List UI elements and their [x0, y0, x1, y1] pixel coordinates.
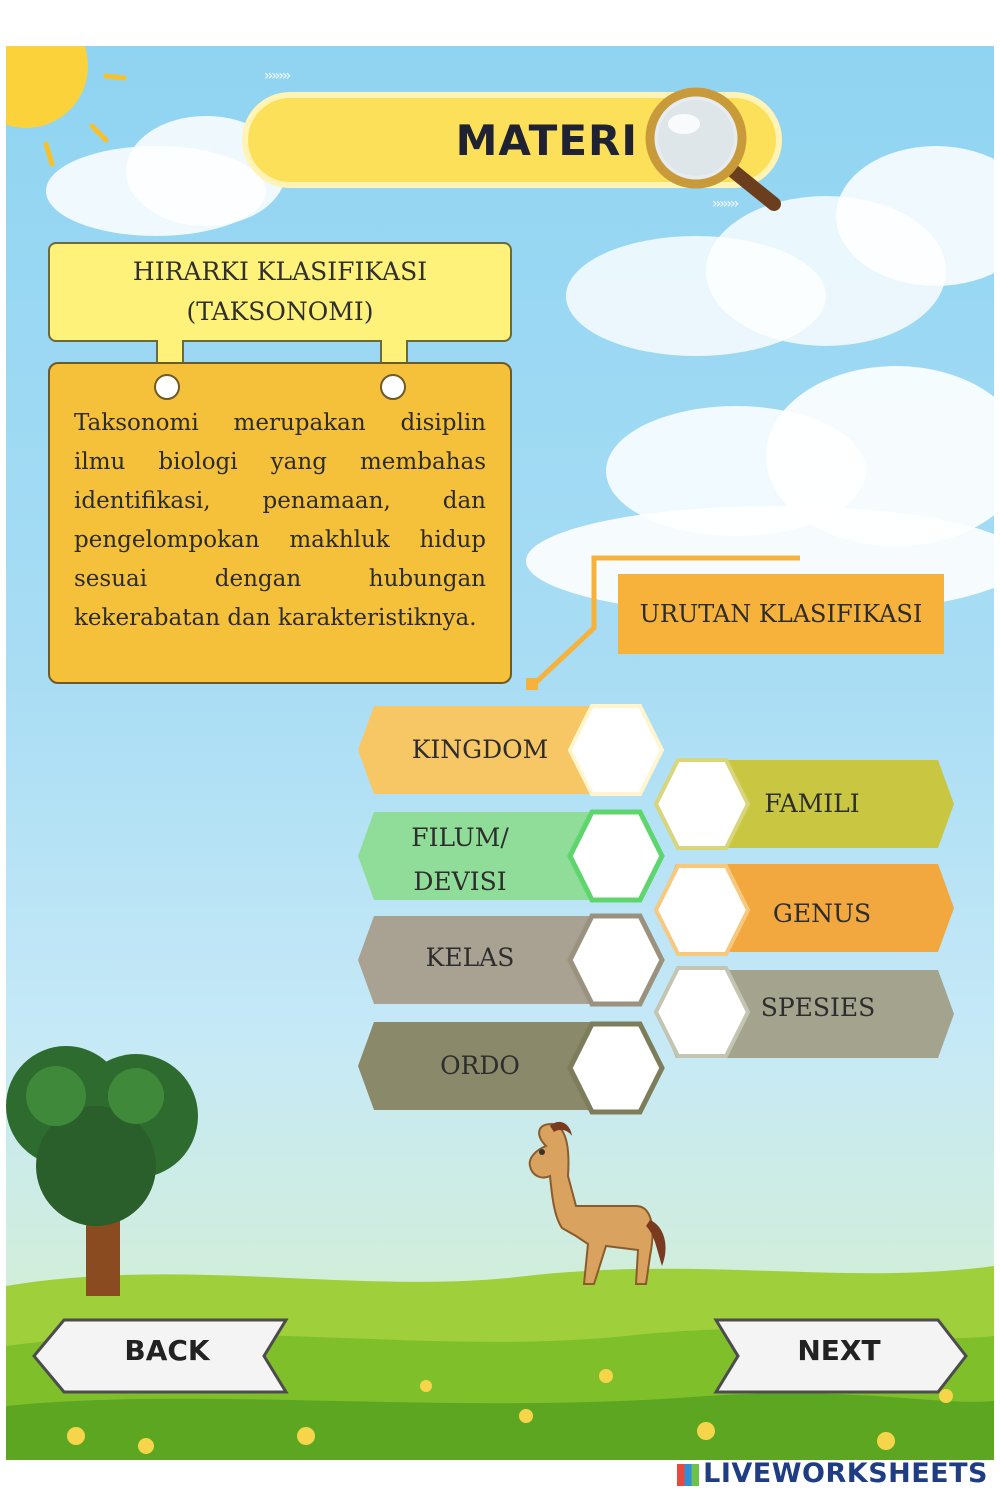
level-famili-label: FAMILI [764, 789, 860, 818]
order-heading-text: URUTAN KLASIFIKASI [639, 600, 923, 628]
level-famili [742, 762, 902, 842]
level-genus-label: GENUS [772, 899, 872, 928]
level-ordo [380, 1024, 580, 1104]
level-filum [370, 814, 570, 904]
level-kelas [370, 918, 570, 998]
back-button[interactable]: BACK [124, 1334, 210, 1367]
level-kelas-label: KELAS [425, 943, 515, 972]
order-heading [618, 574, 944, 654]
tree-illustration [6, 1036, 236, 1296]
worksheet-page [6, 46, 994, 1460]
chevron-decor-icon: ››››››› [712, 196, 738, 212]
liveworksheets-logo-icon [677, 1464, 699, 1486]
horse-illustration [506, 1116, 676, 1296]
description-text: Taksonomi merupakan disiplin ilmu biologi yang membahas identifikasi, penamaan, dan pengelompokan makhluk hidup sesuai dengan hubungan kekerabatan dan karakteristiknya. [74, 410, 486, 631]
level-spesies [748, 968, 908, 1048]
level-spesies-slot[interactable] [652, 962, 752, 1062]
level-filum-label-1: FILUM/ [411, 823, 509, 852]
level-genus [752, 868, 912, 948]
chevron-decor-icon: ››››››› [264, 68, 290, 84]
magnifier-icon [636, 84, 796, 214]
page-title: MATERI [455, 116, 638, 165]
taxonomy-description [48, 362, 512, 684]
ring-right [380, 374, 406, 400]
level-spesies-label: SPESIES [760, 993, 876, 1022]
level-famili-slot[interactable] [652, 754, 752, 854]
ring-left [154, 374, 180, 400]
next-button[interactable]: NEXT [797, 1334, 881, 1367]
liveworksheets-logo [677, 1458, 988, 1489]
level-ordo-slot[interactable] [566, 1018, 666, 1118]
taxonomy-heading [48, 242, 512, 342]
heading-line-1: HIRARKI KLASIFIKASI [132, 257, 428, 286]
level-ordo-label: ORDO [440, 1051, 520, 1080]
level-genus-slot[interactable] [652, 860, 752, 960]
brand-text: LIVEWORKSHEETS [703, 1458, 988, 1489]
level-filum-label-2: DEVISI [413, 867, 507, 896]
heading-line-2: (TAKSONOMI) [186, 297, 374, 326]
level-kingdom-slot[interactable] [566, 700, 666, 800]
level-kingdom [360, 708, 600, 788]
level-kelas-slot[interactable] [566, 910, 666, 1010]
level-kingdom-label: KINGDOM [411, 735, 549, 764]
level-filum-slot[interactable] [566, 806, 666, 906]
